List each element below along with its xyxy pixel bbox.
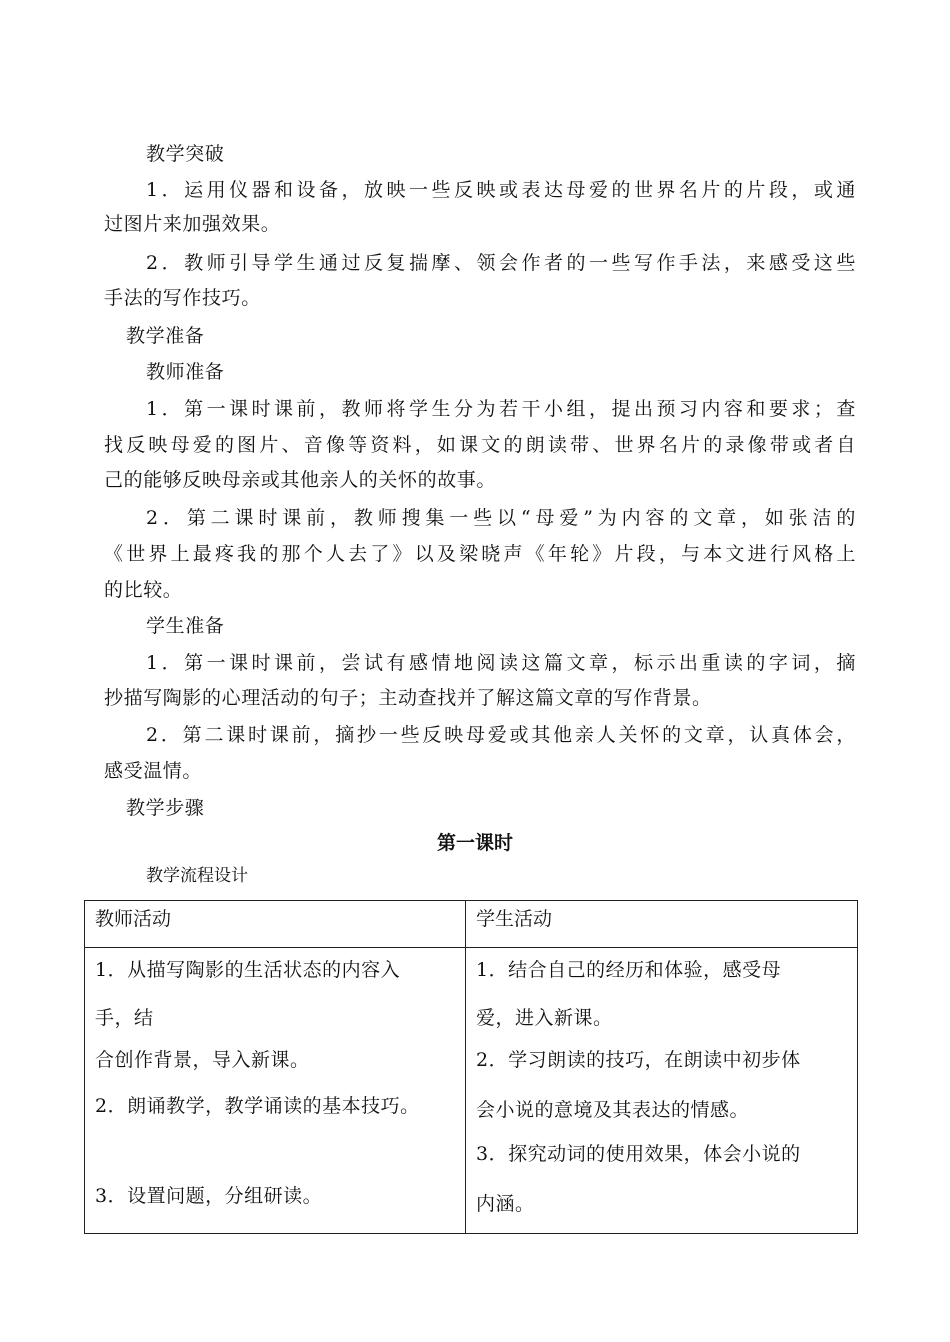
teacher-prep-1-line-2: 找反映母爱的图片、音像等资料，如课文的朗读带、世界名片的录像带或者自: [104, 434, 856, 456]
student-prep-1-line-2: 抄描写陶影的心理活动的句子；主动查找并了解这篇文章的写作背景。: [104, 687, 712, 709]
breakthrough-item-1-line-1: 1．运用仪器和设备，放映一些反映或表达母爱的世界名片的片段，或通: [146, 179, 856, 201]
breakthrough-item-2-line-1: 2．教师引导学生通过反复揣摩、领会作者的一些写作手法，来感受这些: [146, 252, 856, 274]
breakthrough-item-2-line-2: 手法的写作技巧。: [104, 287, 261, 309]
student-prep-2-line-2: 感受温情。: [104, 760, 203, 782]
teacher-activity-header: 教师活动: [85, 901, 466, 948]
teacher-prep-1-line-1: 1．第一课时课前，教师将学生分为若干小组，提出预习内容和要求；查: [146, 398, 856, 420]
student-activity-line: 内涵。: [476, 1193, 535, 1215]
student-activity-line: 1．结合自己的经历和体验，感受母: [476, 959, 782, 981]
teacher-prep-2-line-1: 2．第二课时课前，教师搜集一些以“母爱”为内容的文章，如张洁的: [146, 507, 856, 529]
teacher-activity-line: 2．朗诵教学，教学诵读的基本技巧。: [95, 1095, 420, 1117]
teacher-prep-1-line-3: 己的能够反映母亲或其他亲人的关怀的故事。: [104, 469, 497, 491]
teacher-activity-cell: [85, 948, 466, 1234]
student-activity-cell: [466, 948, 858, 1234]
steps-heading: 教学步骤: [126, 797, 205, 819]
student-prep-heading: 学生准备: [146, 615, 225, 637]
student-activity-header: 学生活动: [466, 901, 858, 948]
breakthrough-heading: 教学突破: [146, 143, 225, 165]
table-header-row: [85, 901, 858, 948]
teaching-flow-table: [84, 900, 858, 1234]
breakthrough-item-1-line-2: 过图片来加强效果。: [104, 213, 281, 235]
teacher-prep-2-line-3: 的比较。: [104, 579, 183, 601]
teacher-prep-2-line-2: 《世界上最疼我的那个人去了》以及梁晓声《年轮》片段，与本文进行风格上: [104, 543, 856, 565]
student-prep-2-line-1: 2．第二课时课前，摘抄一些反映母爱或其他亲人关怀的文章，认真体会，: [146, 724, 856, 746]
teacher-activity-line: 3．设置问题，分组研读。: [95, 1185, 323, 1207]
student-activity-line: 爱，进入新课。: [476, 1007, 613, 1029]
flow-caption: 教学流程设计: [146, 866, 248, 886]
teacher-activity-line: 合创作背景，导入新课。: [95, 1049, 310, 1071]
table-row: [85, 948, 858, 1234]
teacher-activity-line: 1．从描写陶影的生活状态的内容入: [95, 959, 401, 981]
teacher-prep-heading: 教师准备: [146, 361, 225, 383]
student-activity-line: 会小说的意境及其表达的情感。: [476, 1099, 750, 1121]
student-activity-line: 3．探究动词的使用效果，体会小说的: [476, 1143, 801, 1165]
student-prep-1-line-1: 1．第一课时课前，尝试有感情地阅读这篇文章，标示出重读的字词，摘: [146, 652, 856, 674]
lesson-title: 第一课时: [436, 832, 513, 854]
student-activity-line: 2．学习朗读的技巧，在朗读中初步体: [476, 1049, 801, 1071]
teacher-activity-line: 手，结: [95, 1007, 154, 1029]
preparation-heading: 教学准备: [126, 325, 205, 347]
